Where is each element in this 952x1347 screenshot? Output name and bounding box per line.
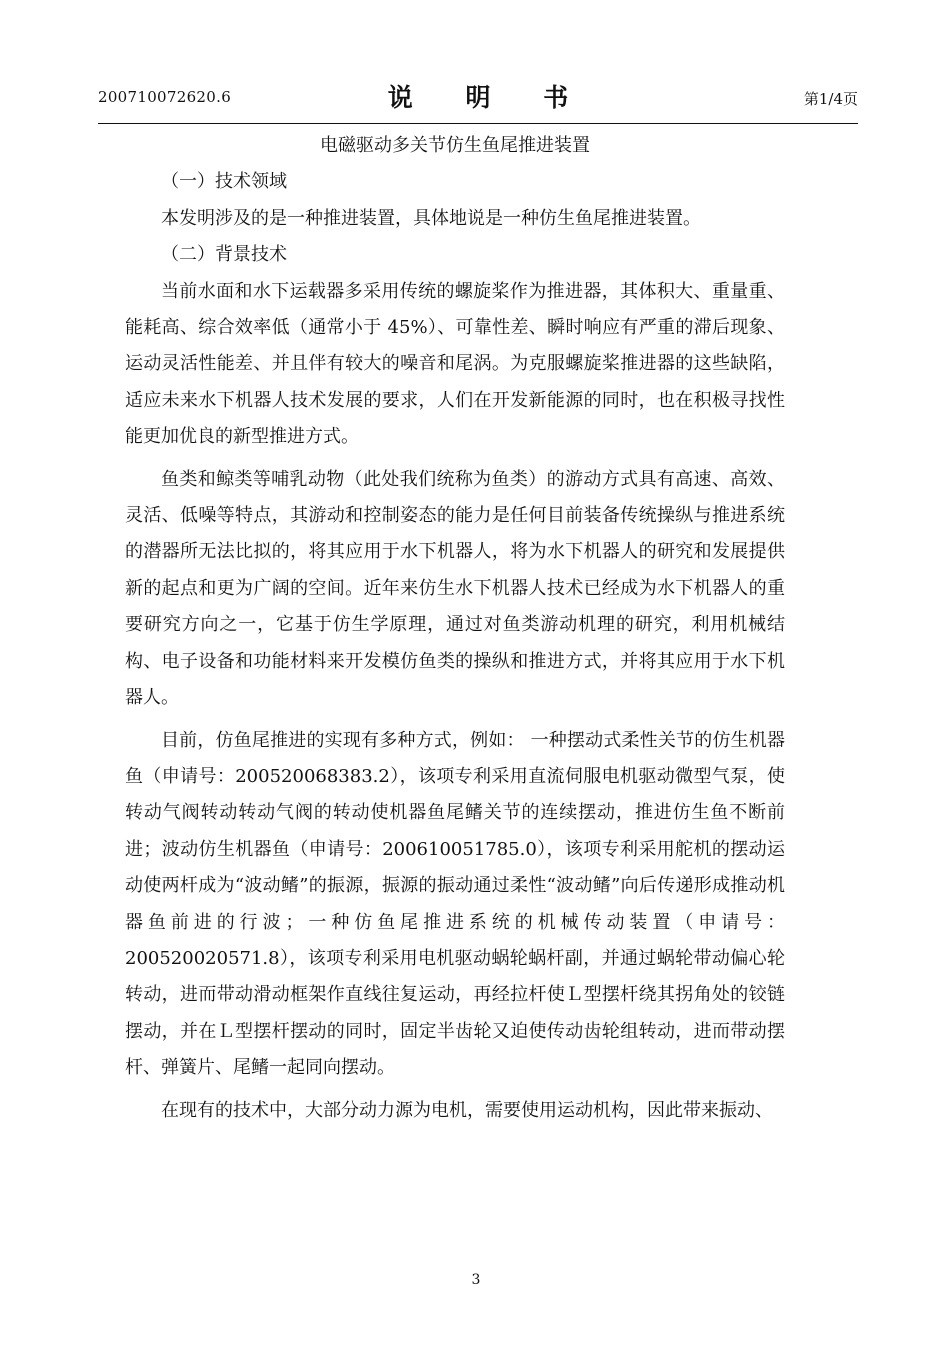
background-paragraph-3: 目前，仿鱼尾推进的实现有多种方式，例如： 一种摆动式柔性关节的仿生机器鱼（申请号：200520068383.2），该项专利采用直流伺服电机驱动微型气泵，使转动气阀转动转动气阀的转动使机器鱼尾鳍关节的连续摆动，推进仿生鱼不断前进；波动仿生机器鱼（申请号：200610051785.0），该项专利采用舵机的摆动运动使两杆成为“波动鳍”的振源，振源的振动通过柔性“波动鳍”向后传递形成推动机器鱼前进的行波；一种仿鱼尾推进系统的机械传动装置（申请号：200520020571.8），该项专利采用电机驱动蜗轮蜗杆副，并通过蜗轮带动偏心轮转动，进而带动滑动框架作直线往复运动，再经拉杆使Ｌ型摆杆绕其拐角处的铰链摆动，并在Ｌ型摆杆摆动的同时，固定半齿轮又迫使传动齿轮组转动，进而带动摆杆、弹簧片、尾鳍一起同向摆动。 bbox=[125, 729, 785, 1079]
header-divider bbox=[98, 123, 858, 124]
section-heading-background: （二）背景技术 bbox=[161, 244, 287, 266]
application-number: 200710072620.6 bbox=[98, 88, 232, 106]
background-paragraph-4: 在现有的技术中，大部分动力源为电机，需要使用运动机构，因此带来振动、 bbox=[161, 1099, 773, 1121]
page-indicator: 第1/4页 bbox=[803, 90, 858, 108]
document-type-title: 说 明 书 bbox=[387, 83, 591, 112]
invention-title: 电磁驱动多关节仿生鱼尾推进装置 bbox=[320, 135, 590, 156]
document-body bbox=[125, 128, 785, 1129]
technical-field-text: 本发明涉及的是一种推进装置，具体地说是一种仿生鱼尾推进装置。 bbox=[161, 207, 701, 229]
page-number: 3 bbox=[471, 1272, 481, 1288]
section-heading-technical-field: （一）技术领域 bbox=[161, 171, 287, 193]
page-header bbox=[98, 78, 858, 118]
background-paragraph-1: 当前水面和水下运载器多采用传统的螺旋桨作为推进器，其体积大、重量重、能耗高、综合效率低（通常小于 45%）、可靠性差、瞬时响应有严重的滞后现象、运动灵活性能差、并且伴有较大的噪音和尾涡。为克服螺旋桨推进器的这些缺陷，适应未来水下机器人技术发展的要求，人们在开发新能源的同时，也在积极寻找性能更加优良的新型推进方式。 bbox=[125, 280, 785, 448]
background-paragraph-2: 鱼类和鲸类等哺乳动物（此处我们统称为鱼类）的游动方式具有高速、高效、灵活、低噪等特点，其游动和控制姿态的能力是任何目前装备传统操纵与推进系统的潜器所无法比拟的，将其应用于水下机器人，将为水下机器人的研究和发展提供新的起点和更为广阔的空间。近年来仿生水下机器人技术已经成为水下机器人的重要研究方向之一，它基于仿生学原理，通过对鱼类游动机理的研究，利用机械结构、电子设备和功能材料来开发模仿鱼类的操纵和推进方式，并将其应用于水下机器人。 bbox=[125, 468, 785, 709]
